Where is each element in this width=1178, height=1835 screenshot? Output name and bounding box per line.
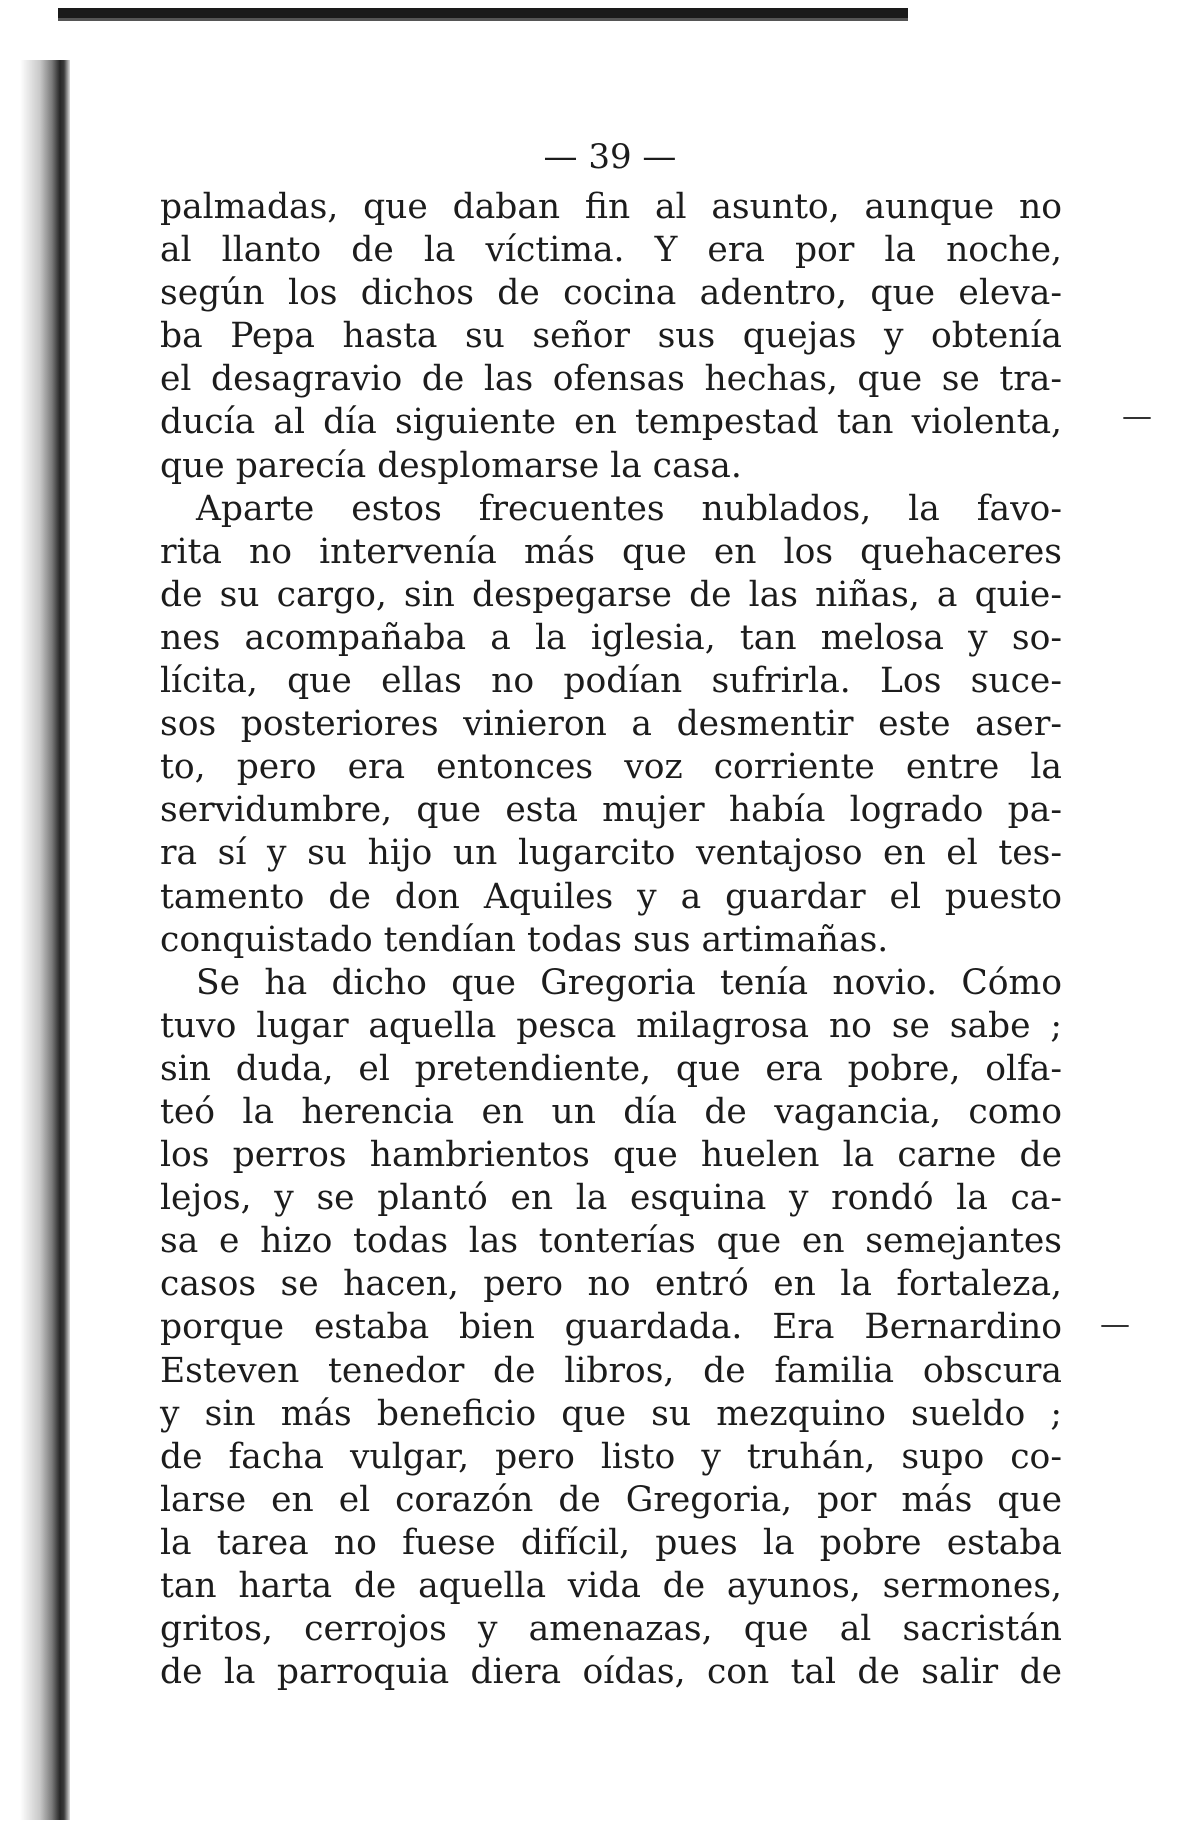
text-line: al llanto de la víctima. Y era por la noche, [160,230,1062,271]
top-border-rule [58,8,908,18]
text-line: nes acompañaba a la iglesia, tan melosa y so- [160,617,1062,658]
margin-mark: — [1100,1307,1130,1342]
text-line: servidumbre, que esta mujer había logrado pa- [160,790,1062,831]
text-line: tan harta de aquella vida de ayunos, sermones, [160,1566,1062,1606]
text-line: de su cargo, sin despegarse de las niñas, a quie- [160,574,1062,615]
text-line: y sin más beneficio que su mezquino sueldo ; [160,1393,1062,1434]
text-line: porque estaba bien guardada. Era Bernardino [160,1307,1062,1348]
text-line: el desagravio de las ofensas hechas, que se tra- [160,359,1062,400]
text-line: sos posteriores vinieron a desmentir este aser- [160,704,1062,745]
text-line: larse en el corazón de Gregoria, por más que [160,1479,1062,1520]
text-line: ba Pepa hasta su señor sus quejas y obtenía [160,316,1062,357]
body-text [160,186,1062,1694]
margin-mark: — [1122,399,1152,434]
text-line: Esteven tenedor de libros, de familia obscura [160,1350,1062,1391]
text-line: teó la herencia en un día de vagancia, como [160,1091,1062,1132]
text-line: gritos, cerrojos y amenazas, que al sacristán [160,1609,1062,1650]
text-line: rita no intervenía más que en los quehaceres [160,531,1062,572]
page-number: — 39 — [543,137,677,177]
text-line: sin duda, el pretendiente, que era pobre, olfa- [160,1048,1062,1089]
text-line: que parecía desplomarse la casa. [160,445,742,486]
text-line: ducía al día siguiente en tempestad tan violenta, [160,402,1062,443]
text-line: Aparte estos frecuentes nublados, la favo- [196,488,1062,529]
text-line: tamento de don Aquiles y a guardar el puesto [160,876,1062,917]
text-line: sa e hizo todas las tonterías que en semejantes [160,1221,1062,1262]
text-line: según los dichos de cocina adentro, que eleva- [160,273,1062,314]
text-line: Se ha dicho que Gregoria tenía novio. Cómo [196,962,1062,1003]
text-line: conquistado tendían todas sus artimañas. [160,919,889,960]
text-line: palmadas, que daban fin al asunto, aunque no [160,187,1062,227]
text-line: los perros hambrientos que huelen la carne de [160,1135,1062,1176]
text-line: la tarea no fuese difícil, pues la pobre estaba [160,1522,1062,1563]
text-line: to, pero era entonces voz corriente entre la [160,747,1062,788]
top-border-rule-thin [58,18,908,21]
text-line: ra sí y su hijo un lugarcito ventajoso en el tes- [160,833,1062,874]
text-line: casos se hacen, pero no entró en la fortaleza, [160,1264,1062,1305]
text-line: tuvo lugar aquella pesca milagrosa no se sabe ; [160,1005,1062,1046]
text-line: de facha vulgar, pero listo y truhán, supo co- [160,1436,1062,1477]
text-line: de la parroquia diera oídas, con tal de salir de [160,1652,1062,1693]
page-binding-edge [0,60,70,1820]
text-line: lejos, y se plantó en la esquina y rondó la ca- [160,1178,1062,1219]
text-line: lícita, que ellas no podían sufrirla. Los suce- [160,661,1062,702]
